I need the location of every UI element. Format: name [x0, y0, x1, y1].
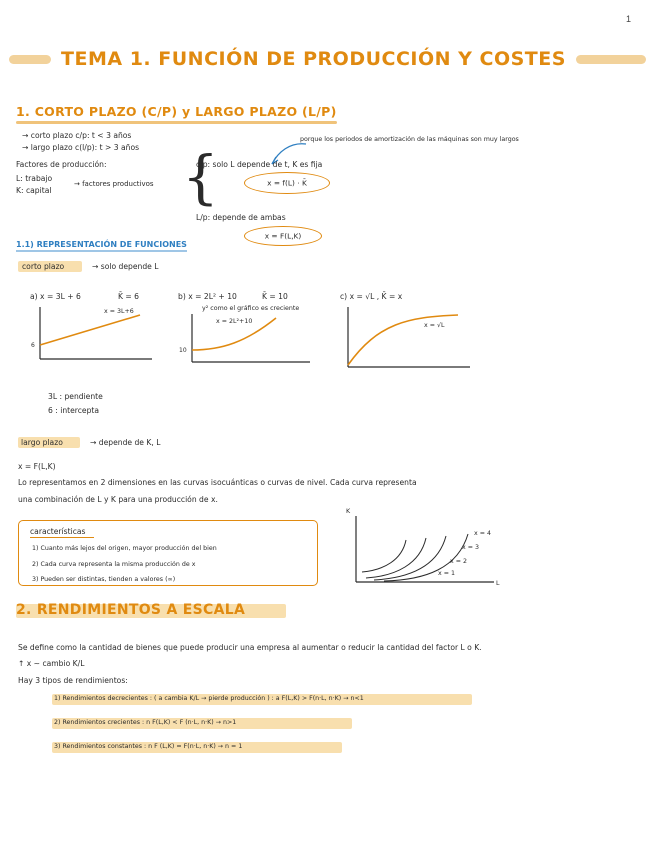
svg-text:6: 6: [31, 342, 35, 349]
iso-label-3: x = 1: [438, 570, 456, 577]
section-1-underline: [16, 121, 337, 124]
characteristic-0: 1) Cuanto más lejos del origen, mayor producción del bien: [32, 545, 217, 552]
example-b-expr: b) x = 2L² + 10: [178, 292, 237, 301]
page-title-text: TEMA 1. FUNCIÓN DE PRODUCCIÓN Y COSTES: [61, 48, 566, 70]
chart-isoquants: [344, 512, 504, 594]
section-1-heading: 1. CORTO PLAZO (C/P) y LARGO PLAZO (L/P): [16, 104, 337, 124]
svg-text:10: 10: [179, 347, 187, 354]
lp-text-2: una combinación de L y K para una producción de x.: [18, 495, 218, 504]
characteristic-2: 3) Pueden ser distintas, tienden a valores (∞): [32, 576, 176, 583]
section-2-text-3: Hay 3 tipos de rendimientos:: [18, 676, 128, 685]
cp-tag: corto plazo: [22, 262, 65, 271]
iso-axis-x-label: L: [496, 580, 500, 587]
lp-formula-ellipse: [244, 226, 322, 246]
section-2-text-1: Se define como la cantidad de bienes que puede producir una empresa al aumentar o reducir la cantidad del factor L o K.: [18, 643, 482, 652]
lp-tag-note: → depende de K, L: [90, 438, 161, 447]
section-2-text-2: ↑ x ~ cambio K/L: [18, 659, 85, 668]
lp-formula: x = F(L,K): [264, 231, 302, 241]
example-b-extra: K̄ = 10: [262, 292, 288, 301]
cp-formula-ellipse: [244, 172, 330, 194]
section-2-heading: 2. RENDIMIENTOS A ESCALA: [16, 602, 246, 618]
iso-label-0: x = 4: [474, 530, 492, 537]
example-c-expr: c) x = √L , K̄ = x: [340, 292, 403, 301]
title-dash-left: [9, 55, 51, 64]
lp-tag: largo plazo: [21, 438, 63, 447]
section-1-bullet-0: → corto plazo c/p: t < 3 años: [22, 131, 132, 140]
cp-lp-brace: {: [182, 143, 219, 211]
title-dash-right: [576, 55, 646, 64]
rend-item-0: 1) Rendimientos decrecientes : ( a cambia K/L → pierde producción ) : a F(L,K) > F(n·L, n·K) → n<1: [54, 695, 364, 702]
characteristic-1: 2) Cada curva representa la misma producción de x: [32, 561, 196, 568]
iso-label-1: x = 3: [462, 544, 480, 551]
cp-tag-note: → solo depende L: [92, 262, 159, 271]
subsection-1-1-underline: [16, 250, 187, 252]
characteristics-title: características: [30, 527, 86, 536]
lp-equation: x = F(L,K): [18, 462, 56, 471]
chart-example-a: [28, 305, 158, 367]
chart-example-c: [338, 305, 478, 375]
example-b-note: y² como el gráfico es creciente: [202, 305, 300, 312]
example-a-expr: a) x = 3L + 6: [30, 292, 81, 301]
lp-label: L/p: depende de ambas: [196, 213, 286, 222]
example-c-curve-label: x = √L: [424, 322, 445, 329]
section-1-bullet-1: → largo plazo c(l/p): t > 3 años: [22, 143, 140, 152]
lp-text-1: Lo representamos en 2 dimensiones en las curvas isocuánticas o curvas de nivel. Cada curva representa: [18, 478, 417, 487]
example-a-extra: K̄ = 6: [118, 292, 140, 301]
page-title: [0, 48, 655, 70]
iso-axis-y-label: K: [346, 508, 351, 515]
subsection-1-1-heading: 1.1) REPRESENTACIÓN DE FUNCIONES: [16, 240, 187, 252]
cp-label: c/p: solo L depende de t, K es fija: [196, 160, 323, 169]
characteristics-title-underline: [30, 537, 94, 538]
cp-formula: x = f(L) · K̄: [267, 178, 307, 188]
rend-item-2: 3) Rendimientos constantes : n F (L,K) = F(n·L, n·K) → n = 1: [54, 743, 243, 750]
factor-label-1: K: capital: [16, 186, 52, 195]
factor-label-0: L: trabajo: [16, 174, 53, 183]
blue-note-line-1: porque los periodos de amortización de las máquinas son muy largos: [300, 136, 519, 143]
example-note-1: 6 : intercepta: [48, 406, 100, 415]
rend-item-1: 2) Rendimientos crecientes : n F(L,K) < F (n·L, n·K) → n>1: [54, 719, 237, 726]
example-b-curve-label: x = 2L²+10: [216, 318, 253, 325]
factors-title: Factores de producción:: [16, 160, 107, 169]
iso-label-2: x = 2: [450, 558, 468, 565]
factors-note: → factores productivos: [74, 180, 154, 188]
example-a-curve-label: x = 3L+6: [104, 308, 134, 315]
page-number: 1: [625, 14, 631, 24]
example-note-0: 3L : pendiente: [48, 392, 103, 401]
